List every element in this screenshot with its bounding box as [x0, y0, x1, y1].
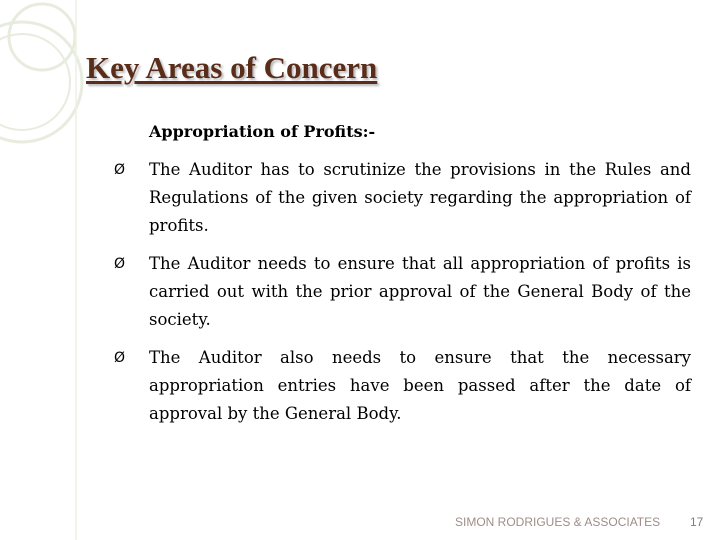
arrowhead-icon: Ø — [114, 350, 126, 366]
bullet-text: The Auditor needs to ensure that all appropriation of profits is carried out with the prior approval of the General Body of the society. — [149, 254, 691, 329]
page-title: Key Areas of Concern — [86, 50, 378, 85]
page-number: 17 — [690, 515, 704, 529]
footer-company-name: SIMON RODRIGUES & ASSOCIATES — [455, 515, 661, 529]
bullet-text: The Auditor also needs to ensure that the necessary appropriation entries have been passed after the date of approval by the General Body. — [149, 348, 691, 423]
bullet-item — [114, 250, 691, 334]
bullet-item — [114, 156, 691, 240]
arrowhead-icon: Ø — [114, 162, 126, 178]
bullet-list — [114, 156, 691, 438]
bullet-text: The Auditor has to scrutinize the provisions in the Rules and Regulations of the given society regarding the appropriation of profits. — [149, 160, 691, 235]
arrowhead-icon: Ø — [114, 256, 126, 272]
section-subtitle: Appropriation of Profits:- — [149, 122, 376, 141]
bullet-item — [114, 344, 691, 428]
